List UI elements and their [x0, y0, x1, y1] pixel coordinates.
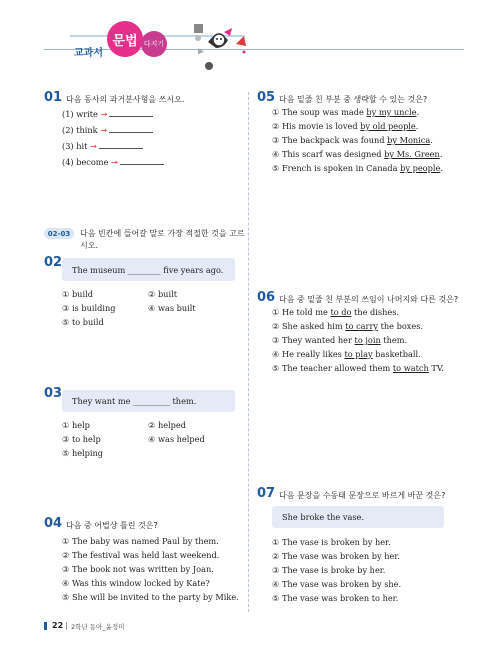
q06-option[interactable]: ⑤ The teacher allowed them to watch TV. [272, 363, 444, 373]
page-header [0, 0, 500, 78]
answer-blank[interactable] [99, 142, 143, 149]
q01-item: (3) hit → [62, 141, 143, 151]
footer-info: 2학년 동아_윤정미 [71, 623, 125, 631]
q02-option[interactable]: ③ is building [62, 303, 116, 313]
q02-number: 02 [44, 255, 63, 270]
q07-option[interactable]: ④ The vase was broken by she. [272, 579, 402, 589]
q04-number: 04 [44, 516, 63, 531]
q07-option[interactable]: ③ The vase is broke by her. [272, 565, 386, 575]
range-text-line2: 시오. [80, 241, 98, 250]
q03-option[interactable]: ① help [62, 420, 90, 430]
q05-option[interactable]: ③ The backpack was found by Monica. [272, 135, 433, 145]
q04-option[interactable]: ④ Was this window locked by Kate? [62, 578, 210, 588]
q03-option[interactable]: ④ was helped [148, 434, 205, 444]
q04-option[interactable]: ⑤ She will be invited to the party by Mike. [62, 592, 239, 602]
q06-option[interactable]: ② She asked him to carry the boxes. [272, 321, 424, 331]
practice-badge: 다지기 [141, 31, 167, 57]
range-badge: 02-03 [44, 228, 74, 239]
arrow-icon: → [90, 141, 97, 151]
answer-blank[interactable] [120, 158, 164, 165]
q07-sentence-box: She broke the vase. [272, 506, 444, 528]
q02-option[interactable]: ② built [148, 289, 177, 299]
page-number: 22 [52, 621, 64, 630]
q07-option[interactable]: ② The vase was broken by her. [272, 551, 400, 561]
q04-option[interactable]: ② The festival was held last weekend. [62, 550, 220, 560]
textbook-logo: 교과서 [74, 48, 103, 59]
q03-option[interactable]: ③ to help [62, 434, 101, 444]
q02-option[interactable]: ① build [62, 289, 93, 299]
q06-option[interactable]: ① He told me to do the dishes. [272, 307, 400, 317]
footer-accent [44, 622, 47, 630]
q01-text: 다음 동사의 과거분사형을 쓰시오. [66, 95, 185, 104]
q01-item: (4) become → [62, 157, 164, 167]
range-text-line1: 다음 빈칸에 들어갈 말로 가장 적절한 것을 고르 [80, 229, 245, 238]
q05-option[interactable]: ⑤ French is spoken in Canada by people. [272, 163, 443, 173]
arrow-icon: → [100, 125, 108, 135]
q07-text: 다음 문장을 수동태 문장으로 바르게 바꾼 것은? [279, 491, 446, 500]
footer-separator [66, 622, 67, 630]
q07-number: 07 [257, 486, 276, 501]
q04-option[interactable]: ① The baby was named Paul by them. [62, 536, 219, 546]
arrow-icon: → [100, 109, 108, 119]
grammar-badge: 문법 [107, 21, 143, 57]
q02-sentence-box: The museum ________ five years ago. [62, 258, 235, 281]
answer-blank[interactable] [109, 126, 153, 133]
q06-text: 다음 중 밑줄 친 부분의 쓰임이 나머지와 다른 것은? [279, 295, 459, 304]
arrow-icon: → [111, 157, 118, 167]
q03-number: 03 [44, 386, 63, 401]
q04-text: 다음 중 어법상 틀린 것은? [66, 521, 158, 530]
q03-option[interactable]: ⑤ helping [62, 448, 104, 458]
column-divider [248, 92, 249, 612]
q06-number: 06 [257, 290, 276, 305]
q02-option[interactable]: ④ was built [148, 303, 196, 313]
q05-text: 다음 밑줄 친 부분 중 생략할 수 있는 것은? [279, 95, 428, 104]
q04-option[interactable]: ③ The book not was written by Joan. [62, 564, 214, 574]
q06-option[interactable]: ④ He really likes to play basketball. [272, 349, 421, 359]
q01-item: (2) think → [62, 125, 153, 135]
q07-option[interactable]: ① The vase is broken by her. [272, 537, 391, 547]
q05-option[interactable]: ② His movie is loved by old people. [272, 121, 419, 131]
q03-sentence-box: They want me _________ them. [62, 390, 235, 412]
q07-option[interactable]: ⑤ The vase was broken to her. [272, 593, 399, 603]
q01-number: 01 [44, 90, 63, 105]
decoration-illustration-icon [188, 18, 258, 73]
q05-option[interactable]: ④ This scarf was designed by Ms. Green. [272, 149, 443, 159]
q05-option[interactable]: ① The soup was made by my uncle. [272, 107, 420, 117]
q01-item: (1) write → [62, 109, 153, 119]
answer-blank[interactable] [109, 110, 153, 117]
q05-number: 05 [257, 90, 276, 105]
q02-option[interactable]: ⑤ to build [62, 317, 104, 327]
q06-option[interactable]: ③ They wanted her to join them. [272, 335, 408, 345]
q03-option[interactable]: ② helped [148, 420, 187, 430]
